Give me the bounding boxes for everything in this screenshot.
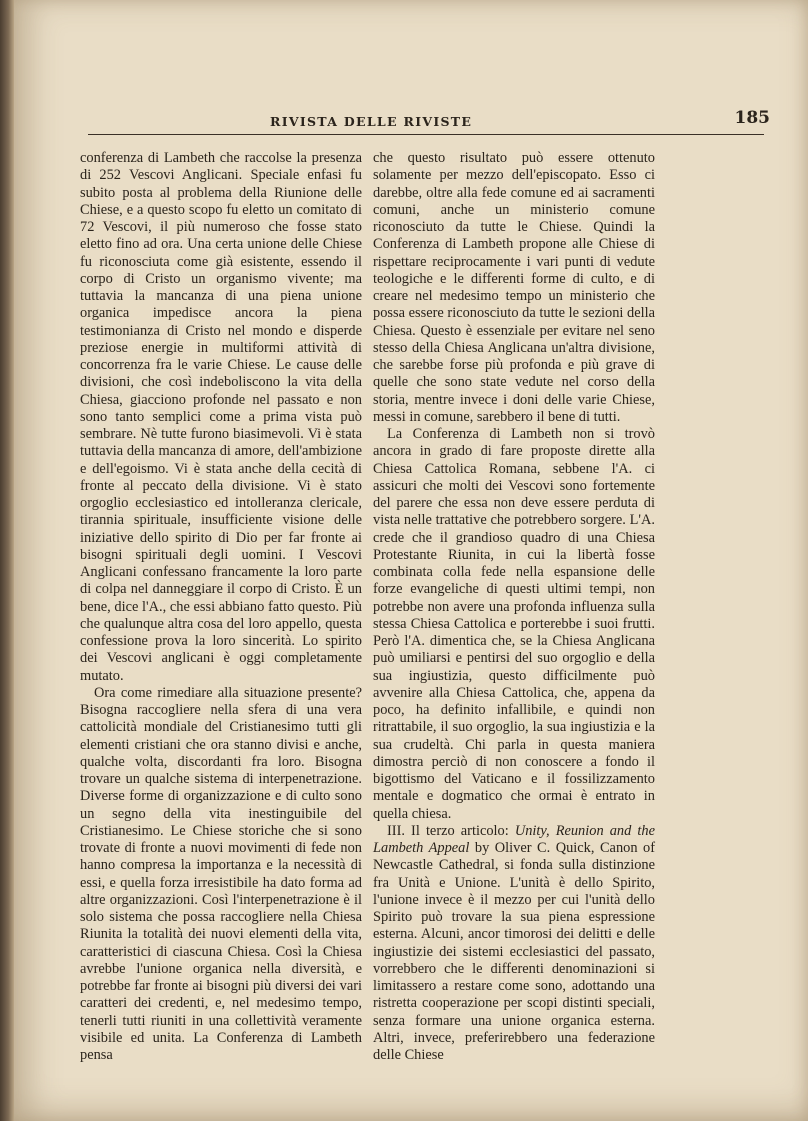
article-title: Unity, Reunion and the Lambeth Appeal bbox=[373, 822, 655, 856]
page-number: 185 bbox=[734, 108, 770, 128]
left-column bbox=[80, 150, 362, 1064]
book-spine bbox=[0, 0, 14, 1121]
page-header bbox=[270, 108, 770, 136]
paragraph: La Conferenza di Lambeth non si trovò ancora in grado di fare proposte dirette alla Chiesa Cattolica Romana, sebbene l'A. ci assicuri che molti dei Vescovi sono fortemente del parere che essa non deve essere perduta di vista nelle trattative che potrebbero sorgere. L'A. crede che il grandioso quadro di una Chiesa Protestante Riunita, in cui la libertà fosse combinata colla fede nella espansione delle forze evangeliche di questi ultimi tempi, non potrebbe non avere una profonda influenza sulla stessa Chiesa Cattolica e porterebbe i suoi frutti. Però l'A. dimentica che, se la Chiesa Anglicana può umiliarsi e pentirsi del suo orgoglio e della sua ingiustizia, questo difficilmente può avvenire alla Chiesa Cattolica, che, appena da poco, ha definito infallibile, e quindi non ritrattabile, il suo orgoglio, la sua ingiustizia e la sua crudeltà. Chi parla in questa maniera dimostra perciò di non conoscere a fondo il bigottismo del Vaticano e il fossilizzamento mentale e dogmatico che ormai è entrato in quella chiesa. bbox=[373, 426, 655, 822]
running-title: RIVISTA DELLE RIVISTE bbox=[270, 114, 473, 129]
article-body: by Oliver C. Quick, Canon of Newcastle Cathedral, si fonda sulla distinzione fra Unità e Unione. L'unità è dello Spirito, l'unione invece è il mezzo per cui l'unità dello Spirito può trovare la sua piena espressione esterna. Alcuni, ancor timorosi dei delitti e delle ingiustizie dei sistemi ecclesiastici del passato, vorrebbero che le differenti denominazioni si limitassero a restare come sono, adottando una ristretta cooperazione per scopi distinti speciali, senza formare una unione organica esterna. Altri, invece, preferirebbero una federazione delle Chiese bbox=[373, 840, 656, 1063]
paragraph: Ora come rimediare alla situazione presente? Bisogna raccogliere nella sfera di una vera cattolicità mondiale del Cristianesimo tutti gli elementi cristiani che ora stanno divisi e anche, qualche volta, discordanti fra loro. Bisogna trovare un qualche sistema di interpenetrazione. Diverse forme di organizzazione e di culto sono un segno della vita inestinguibile del Cristianesimo. Le Chiese storiche che si sono trovate di fronte a nuovi movimenti di fede non hanno compresa la importanza e la necessità di essi, e quella forza irresistibile ha dato forma ad altre organizzazioni. Così l'interpenetrazione è il solo sistema che possa raccogliere nella Chiesa Riunita la totalità dei nuovi elementi della vita, caratteristici di ciascuna Chiesa. Così la Chiesa avrebbe l'unione organica nella diversità, e potrebbe far fronte ai bisogni più diversi dei vari caratteri dei credenti, e, nel medesimo tempo, tenerli tutti riuniti in una collettività veramente visibile ed unita. La Conferenza di Lambeth pensa bbox=[80, 684, 362, 1063]
header-rule bbox=[88, 134, 764, 135]
paragraph: conferenza di Lambeth che raccolse la presenza di 252 Vescovi Anglicani. Speciale enfasi fu subito posta al problema della Riunione delle Chiese, e a questo scopo fu eletto un comitato di 72 Vescovi, il più numeroso che fosse stato eletto fino ad ora. Una certa unione delle Chiese fu riconosciuta come già esistente, essendo il corpo di Cristo un organismo vivente; ma tuttavia la mancanza di una piena unione organica impedisce ancora la piena testimonianza di Cristo nel mondo e disperde preziose energie in multiformi attività di concorrenza fra le varie Chiese. Le cause delle divisioni, che così indeboliscono la vita della Chiesa, giacciono profonde nel passato e non sono tanto semplici come a prima vista può sembrare. Nè tutte furono biasimevoli. Vi è stata tuttavia della mancanza di amore, dell'ambizione e dell'egoismo. Vi è stata anche della cecità di fronte al peccato della divisione. Vi è stato orgoglio ecclesiastico ed intolleranza clericale, tirannia spirituale, insufficiente visione delle iniziative dello spirito di Dio per far fronte ai bisogni spirituali degli uomini. I Vescovi Anglicani confessano francamente la loro parte di colpa nel danneggiare il corpo di Cristo. È un bene, dice l'A., che essi abbiano fatto questo. Più che qualunque altra cosa del loro appello, questa confessione prova la loro sincerità. Lo spirito dei Vescovi anglicani è oggi completamente mutato. bbox=[80, 150, 362, 684]
paragraph bbox=[373, 823, 655, 1065]
article-lead: III. Il terzo articolo: bbox=[387, 822, 515, 839]
right-column bbox=[373, 150, 655, 1064]
paragraph: che questo risultato può essere ottenuto solamente per mezzo dell'episcopato. Esso ci darebbe, oltre alla fede comune ed ai sacramenti comuni, anche un ministerio comune riconosciuto da tutte le Chiese. Quindi la Conferenza di Lambeth propone alle Chiese di rispettare reciprocamente i vari punti di vedute teologiche e le differenti forme di culto, e di creare nel medesimo tempo un ministerio che possa essere riconosciuto da tutte le sezioni della Chiesa. Questo è essenziale per evitare nel seno stesso della Chiesa Anglicana un'altra divisione, che sarebbe forse più profonda e più grave di quelle che sono state vedute nel corso della storia, mentre invece i doni delle varie Chiese, messi in comune, sarebbero il bene di tutti. bbox=[373, 150, 655, 425]
